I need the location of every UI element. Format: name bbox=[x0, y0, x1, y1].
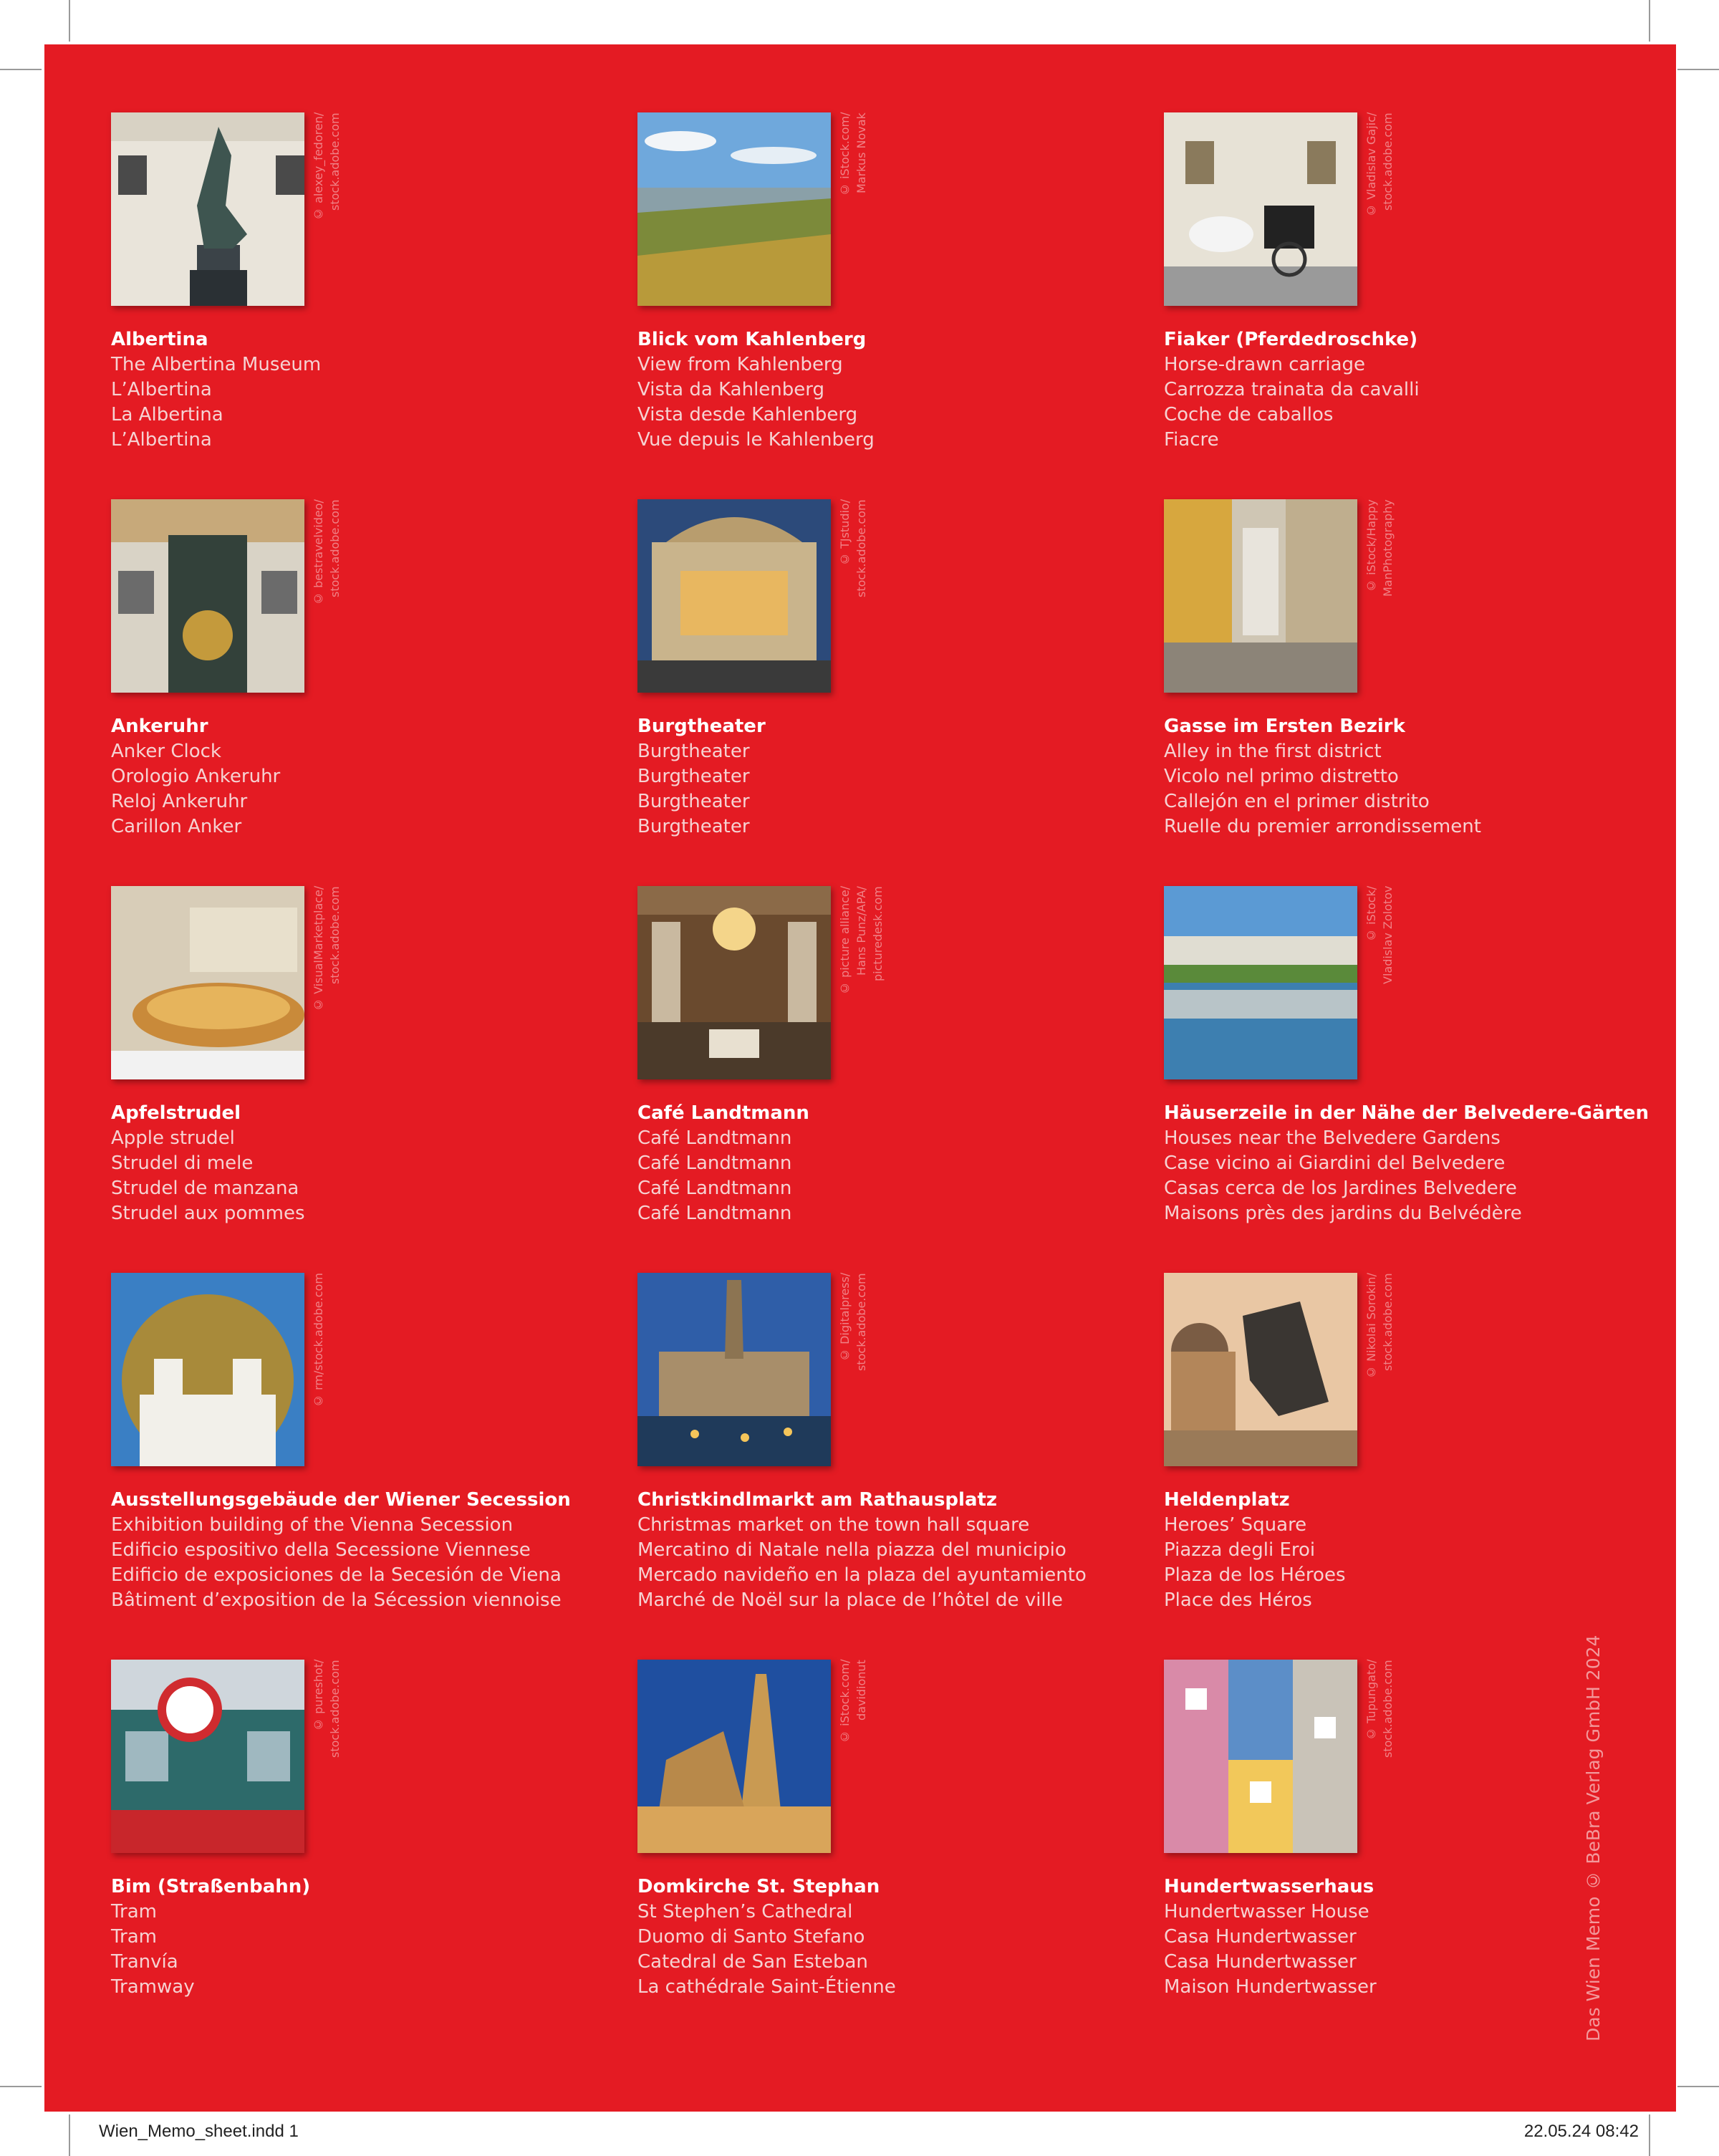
translation-en: Houses near the Belvedere Gardens bbox=[1164, 1127, 1501, 1149]
translation-fr: Burgtheater bbox=[637, 816, 750, 837]
memo-card-burgtheater[interactable] bbox=[637, 499, 1153, 857]
crop-mark bbox=[1677, 2086, 1719, 2087]
card-title: Burgtheater bbox=[637, 716, 766, 737]
ankeruhr-photo bbox=[111, 499, 304, 693]
translation-it: Carrozza trainata da cavalli bbox=[1164, 379, 1420, 400]
translation-list bbox=[1164, 352, 1420, 453]
card-title: Gasse im Ersten Bezirk bbox=[1164, 716, 1405, 737]
translation-it: Vista da Kahlenberg bbox=[637, 379, 825, 400]
photo-credit: © rm/stock.adobe.com bbox=[312, 1273, 325, 1407]
memo-card-albertina[interactable] bbox=[111, 112, 627, 471]
photo-credit: © TJstudio/ stock.adobe.com bbox=[838, 499, 868, 597]
translation-en: Christmas market on the town hall square bbox=[637, 1514, 1030, 1536]
translation-fr: Fiacre bbox=[1164, 429, 1219, 451]
translation-list bbox=[111, 739, 280, 839]
card-title: Heldenplatz bbox=[1164, 1489, 1290, 1511]
photo-credit: © pureshot/ stock.adobe.com bbox=[312, 1660, 342, 1758]
translation-es: Vista desde Kahlenberg bbox=[637, 404, 858, 425]
translation-es: Callejón en el primer distrito bbox=[1164, 791, 1430, 812]
card-title: Apfelstrudel bbox=[111, 1102, 241, 1124]
tram-photo bbox=[111, 1660, 304, 1853]
translation-en: Alley in the first district bbox=[1164, 741, 1382, 762]
translation-es: Coche de caballos bbox=[1164, 404, 1334, 425]
card-title: Fiaker (Pferdedroschke) bbox=[1164, 329, 1418, 350]
crop-mark bbox=[1677, 69, 1719, 70]
translation-es: Reloj Ankeruhr bbox=[111, 791, 248, 812]
translation-es: Edificio de exposiciones de la Secesión de Viena bbox=[111, 1564, 562, 1586]
memo-card-christkindlmarkt[interactable] bbox=[637, 1273, 1153, 1631]
translation-fr: Tramway bbox=[111, 1976, 195, 1998]
photo-credit: © bestravelvideo/ stock.adobe.com bbox=[312, 499, 342, 605]
translation-list bbox=[637, 1513, 1087, 1613]
translation-list bbox=[111, 1513, 562, 1613]
translation-list bbox=[1164, 739, 1481, 839]
kahlenberg-photo bbox=[637, 112, 831, 306]
translation-list bbox=[1164, 1900, 1377, 2000]
translation-en: Apple strudel bbox=[111, 1127, 235, 1149]
crop-mark bbox=[0, 2086, 42, 2087]
photo-credit: © iStock.com/ Markus Novak bbox=[838, 112, 868, 197]
card-title: Christkindlmarkt am Rathausplatz bbox=[637, 1489, 998, 1511]
card-title: Häuserzeile in der Nähe der Belvedere-Gärten bbox=[1164, 1102, 1649, 1124]
translation-fr: Carillon Anker bbox=[111, 816, 242, 837]
translation-it: Tram bbox=[111, 1926, 158, 1948]
photo-credit: © VisualMarketplace/ stock.adobe.com bbox=[312, 886, 342, 1012]
hundertwasser-photo bbox=[1164, 1660, 1357, 1853]
secession-photo bbox=[111, 1273, 304, 1466]
burgtheater-photo bbox=[637, 499, 831, 693]
translation-list bbox=[637, 739, 750, 839]
memo-sheet bbox=[44, 44, 1676, 2112]
translation-en: The Albertina Museum bbox=[111, 354, 322, 375]
christmas-market-photo bbox=[637, 1273, 831, 1466]
translation-fr: Café Landtmann bbox=[637, 1203, 792, 1224]
card-title: Blick vom Kahlenberg bbox=[637, 329, 867, 350]
card-title: Ausstellungsgebäude der Wiener Secession bbox=[111, 1489, 571, 1511]
translation-fr: Maison Hundertwasser bbox=[1164, 1976, 1377, 1998]
translation-it: Burgtheater bbox=[637, 766, 750, 787]
crop-mark bbox=[69, 0, 70, 42]
memo-card-alley[interactable] bbox=[1164, 499, 1680, 857]
translation-list bbox=[637, 352, 875, 453]
translation-es: Tranvía bbox=[111, 1951, 178, 1973]
crop-mark bbox=[69, 2114, 70, 2156]
copyright-notice: Das Wien Memo © BeBra Verlag GmbH 2024 bbox=[1583, 1635, 1604, 2041]
memo-card-heldenplatz[interactable] bbox=[1164, 1273, 1680, 1631]
memo-card-fiaker[interactable] bbox=[1164, 112, 1680, 471]
translation-en: Burgtheater bbox=[637, 741, 750, 762]
translation-fr: L’Albertina bbox=[111, 429, 212, 451]
memo-card-cafe-landtmann[interactable] bbox=[637, 886, 1153, 1244]
translation-fr: Marché de Noël sur la place de l’hôtel de ville bbox=[637, 1589, 1063, 1611]
slug-file-name: Wien_Memo_sheet.indd 1 bbox=[99, 2122, 299, 2141]
translation-en: Tram bbox=[111, 1901, 158, 1922]
memo-card-secession[interactable] bbox=[111, 1273, 627, 1631]
translation-fr: Ruelle du premier arrondissement bbox=[1164, 816, 1481, 837]
translation-list bbox=[111, 352, 321, 453]
translation-list bbox=[637, 1126, 791, 1226]
translation-it: Orologio Ankeruhr bbox=[111, 766, 281, 787]
photo-credit: © Digitalpress/ stock.adobe.com bbox=[838, 1273, 868, 1371]
translation-list bbox=[1164, 1126, 1522, 1226]
translation-list bbox=[637, 1900, 896, 2000]
alley-photo bbox=[1164, 499, 1357, 693]
translation-list bbox=[111, 1900, 195, 2000]
translation-es: Mercado navideño en la plaza del ayuntamiento bbox=[637, 1564, 1087, 1586]
translation-it: L’Albertina bbox=[111, 379, 212, 400]
translation-en: Horse-drawn carriage bbox=[1164, 354, 1366, 375]
translation-en: St Stephen’s Cathedral bbox=[637, 1901, 853, 1922]
translation-it: Piazza degli Eroi bbox=[1164, 1539, 1316, 1561]
translation-it: Café Landtmann bbox=[637, 1152, 792, 1174]
memo-card-kahlenberg[interactable] bbox=[637, 112, 1153, 471]
translation-en: Hundertwasser House bbox=[1164, 1901, 1369, 1922]
translation-es: Casa Hundertwasser bbox=[1164, 1951, 1357, 1973]
memo-card-apfelstrudel[interactable] bbox=[111, 886, 627, 1244]
translation-list bbox=[1164, 1513, 1346, 1613]
translation-fr: Bâtiment d’exposition de la Sécession viennoise bbox=[111, 1589, 562, 1611]
translation-it: Mercatino di Natale nella piazza del municipio bbox=[637, 1539, 1066, 1561]
translation-it: Casa Hundertwasser bbox=[1164, 1926, 1357, 1948]
translation-fr: Place des Héros bbox=[1164, 1589, 1312, 1611]
slug-timestamp: 22.05.24 08:42 bbox=[1523, 2122, 1639, 2141]
translation-es: Strudel de manzana bbox=[111, 1178, 299, 1199]
belvedere-photo bbox=[1164, 886, 1357, 1079]
translation-fr: Strudel aux pommes bbox=[111, 1203, 305, 1224]
memo-card-ankeruhr[interactable] bbox=[111, 499, 627, 857]
card-title: Albertina bbox=[111, 329, 208, 350]
translation-fr: La cathédrale Saint-Étienne bbox=[637, 1976, 896, 1998]
crop-mark bbox=[1649, 2114, 1650, 2156]
photo-credit: © iStock/Happy ManPhotography bbox=[1364, 499, 1395, 597]
translation-es: Casas cerca de los Jardines Belvedere bbox=[1164, 1178, 1517, 1199]
translation-es: Catedral de San Esteban bbox=[637, 1951, 868, 1973]
photo-credit: © Tupungato/ stock.adobe.com bbox=[1364, 1660, 1395, 1758]
memo-card-bim[interactable] bbox=[111, 1660, 627, 2018]
memo-card-stephansdom[interactable] bbox=[637, 1660, 1153, 2018]
translation-fr: Maisons près des jardins du Belvédère bbox=[1164, 1203, 1522, 1224]
translation-it: Case vicino ai Giardini del Belvedere bbox=[1164, 1152, 1506, 1174]
translation-es: La Albertina bbox=[111, 404, 223, 425]
photo-credit: © Vladislav Gajic/ stock.adobe.com bbox=[1364, 112, 1395, 218]
translation-list bbox=[111, 1126, 305, 1226]
photo-credit: © iStock/ Vladislav Zolotov bbox=[1364, 886, 1395, 985]
translation-it: Edificio espositivo della Secessione Viennese bbox=[111, 1539, 531, 1561]
fiaker-photo bbox=[1164, 112, 1357, 306]
photo-credit: © alexey_fedoren/ stock.adobe.com bbox=[312, 112, 342, 221]
cafe-photo bbox=[637, 886, 831, 1079]
photo-credit: © Nikolai Sorokin/ stock.adobe.com bbox=[1364, 1273, 1395, 1379]
card-title: Ankeruhr bbox=[111, 716, 208, 737]
card-title: Domkirche St. Stephan bbox=[637, 1876, 880, 1897]
photo-credit: © picture alliance/ Hans Punz/APA/ picturedesk.com bbox=[838, 886, 885, 996]
translation-es: Burgtheater bbox=[637, 791, 750, 812]
translation-it: Strudel di mele bbox=[111, 1152, 254, 1174]
translation-en: Exhibition building of the Vienna Secession bbox=[111, 1514, 514, 1536]
translation-es: Plaza de los Héroes bbox=[1164, 1564, 1346, 1586]
albertina-photo bbox=[111, 112, 304, 306]
translation-en: View from Kahlenberg bbox=[637, 354, 843, 375]
memo-card-belvedere[interactable] bbox=[1164, 886, 1680, 1244]
translation-it: Vicolo nel primo distretto bbox=[1164, 766, 1399, 787]
card-title: Café Landtmann bbox=[637, 1102, 809, 1124]
heldenplatz-photo bbox=[1164, 1273, 1357, 1466]
photo-credit: © iStock.com/ davidionut bbox=[838, 1660, 868, 1744]
card-title: Bim (Straßenbahn) bbox=[111, 1876, 311, 1897]
translation-en: Heroes’ Square bbox=[1164, 1514, 1307, 1536]
crop-mark bbox=[1649, 0, 1650, 42]
crop-mark bbox=[0, 69, 42, 70]
translation-en: Anker Clock bbox=[111, 741, 221, 762]
cathedral-photo bbox=[637, 1660, 831, 1853]
translation-es: Café Landtmann bbox=[637, 1178, 792, 1199]
translation-it: Duomo di Santo Stefano bbox=[637, 1926, 865, 1948]
translation-fr: Vue depuis le Kahlenberg bbox=[637, 429, 875, 451]
translation-en: Café Landtmann bbox=[637, 1127, 792, 1149]
card-title: Hundertwasserhaus bbox=[1164, 1876, 1374, 1897]
strudel-photo bbox=[111, 886, 304, 1079]
